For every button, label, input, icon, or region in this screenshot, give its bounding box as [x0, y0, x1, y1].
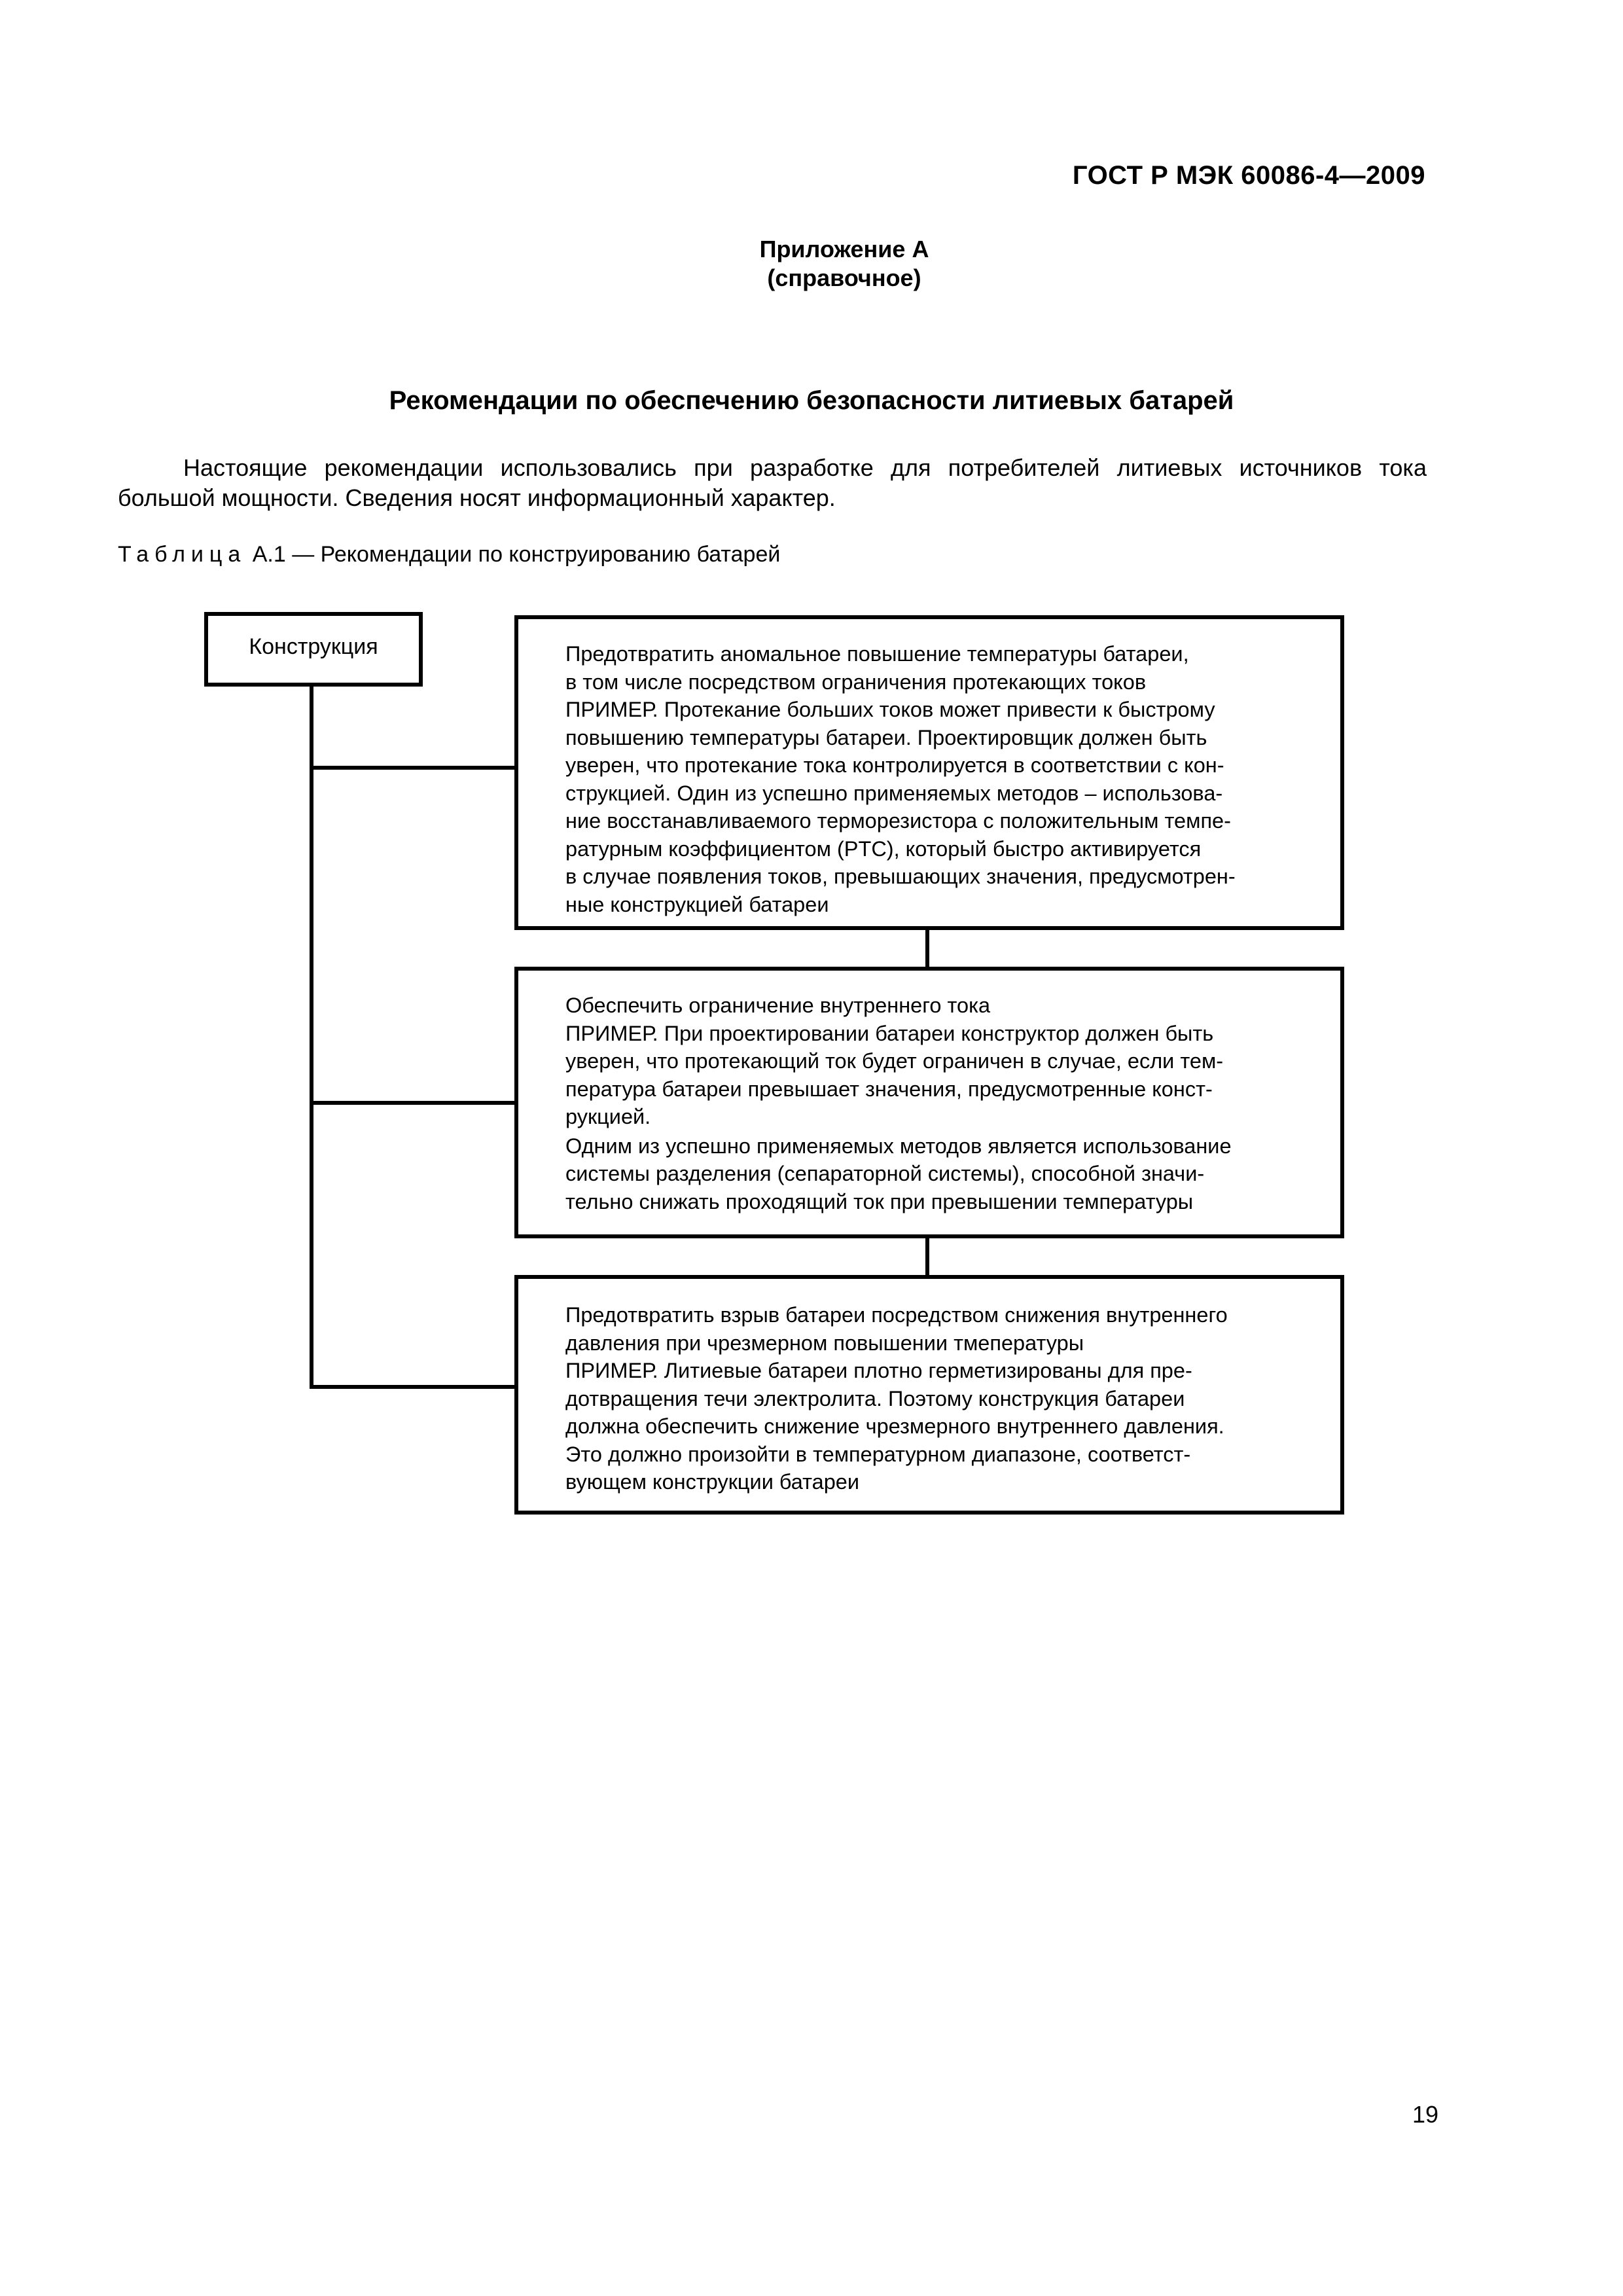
- recommendation-box-1: [514, 615, 1344, 930]
- connector-branch-3: [310, 1385, 516, 1389]
- recommendation-text-1: Предотвратить аномальное повышение температуры батареи, в том числе посредством ограничения протекающих токов ПРИМЕР. Протекание больших токов может привести к быстрому повышению температуры батареи. Проектировщик должен быть уверен, что протекание тока контролируется в соответствии с кон- струкцией. Один из успешно применяемых методов – использова- ние восстанавливаемого терморезистора с положительным темпе- ратурным коэффициентом (PTC), который быстро активируется в случае появления токов, превышающих значения, предусмотрен- ные конструкцией батареи: [565, 642, 1236, 916]
- recommendation-text-2: Обеспечить ограничение внутреннего тока ПРИМЕР. При проектировании батареи конструктор должен быть уверен, что протекающий ток будет ограничен в случае, если тем- пература батареи превышает значения, предусмотренные конст- рукцией.: [565, 994, 1224, 1128]
- recommendation-text-2-extra: Одним из успешно применяемых методов является использование системы разделения (сепараторной системы), способной значи- тельно снижать проходящий ток при превышении температуры: [565, 1134, 1232, 1213]
- connector-trunk: [310, 685, 313, 1389]
- appendix-title: Приложение А: [759, 236, 929, 262]
- document-code: ГОСТ Р МЭК 60086-4—2009: [1072, 161, 1425, 190]
- recommendation-box-2: [514, 967, 1344, 1238]
- table-caption-text: А.1 — Рекомендации по конструированию батарей: [246, 542, 781, 567]
- connector-link-2-3: [925, 1236, 929, 1277]
- appendix-kind: (справочное): [767, 264, 921, 291]
- connector-branch-1: [310, 766, 516, 770]
- intro-paragraph: Настоящие рекомендации использовались при разработке для потребителей литиевых источников тока большой мощности. Сведения носят информационный характер.: [118, 454, 1427, 511]
- connector-link-1-2: [925, 928, 929, 969]
- root-node-label: Конструкция: [249, 634, 378, 659]
- connector-branch-2: [310, 1101, 516, 1105]
- table-caption: [118, 542, 780, 567]
- section-title: Рекомендации по обеспечению безопасности литиевых батарей: [389, 386, 1234, 415]
- root-node-construction: [204, 612, 423, 687]
- page-number: 19: [1412, 2101, 1438, 2128]
- recommendation-text-3: Предотвратить взрыв батареи посредством снижения внутреннего давления при чрезмерном повышении тмепературы ПРИМЕР. Литиевые батареи плотно герметизированы для пре- дотвращения течи электролита. Поэтому конструкция батареи должна обеспечить снижение чрезмерного внутреннего давления. Это должно произойти в температурном диапазоне, соответст- вующем конструкции батареи: [565, 1303, 1228, 1494]
- recommendation-box-3: [514, 1275, 1344, 1515]
- table-caption-word: Таблица: [118, 542, 247, 567]
